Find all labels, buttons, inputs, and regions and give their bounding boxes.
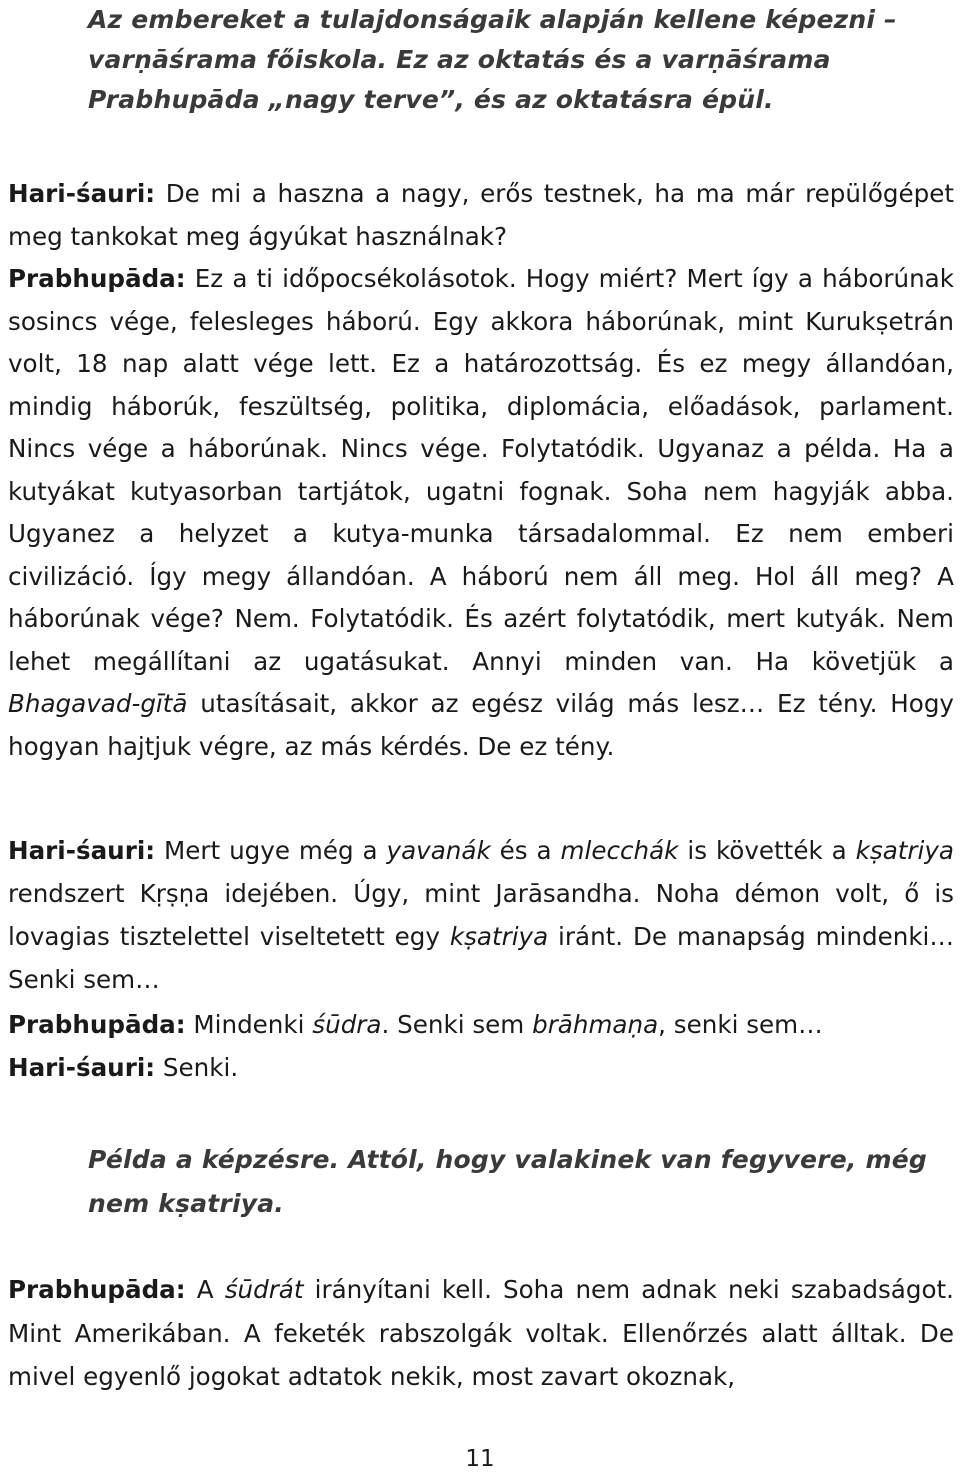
paragraph-text: irányítani kell. Soha nem adnak neki szabadságot. Mint Amerikában. A feketék rabszolgák voltak. Ellenőrzés alatt álltak. De mivel egyenlő jogokat adtatok nekik, most zavart okoznak, xyxy=(8,1275,954,1391)
speaker-label: Prabhupāda: xyxy=(8,1010,186,1039)
dialogue-paragraph-4 xyxy=(8,1004,954,1047)
speaker-label: Prabhupāda: xyxy=(8,1275,186,1304)
dialogue-paragraph-1 xyxy=(8,173,954,258)
paragraph-text: . Senki sem xyxy=(381,1010,533,1039)
book-title: Bhagavad-gītā xyxy=(8,689,188,718)
section-heading-top: Az embereket a tulajdonságaik alapján kellene képezni – varṇāśrama főiskola. Ez az oktatás és a varṇāśrama Prabhupāda „nagy terve”, és az oktatásra épül. xyxy=(88,5,897,114)
section-heading-mid: Példa a képzésre. Attól, hogy valakinek van fegyvere, még nem kṣatriya. xyxy=(88,1145,927,1218)
italic-term: yavanák xyxy=(386,836,491,865)
dialogue-paragraph-2 xyxy=(8,258,954,768)
paragraph-text: , senki sem… xyxy=(658,1010,823,1039)
speaker-label: Hari-śauri: xyxy=(8,179,156,208)
dialogue-paragraph-3 xyxy=(8,830,954,1002)
speaker-label: Hari-śauri: xyxy=(8,836,156,865)
paragraph-text: Mindenki xyxy=(185,1010,313,1039)
speaker-label: Hari-śauri: xyxy=(8,1053,156,1082)
dialogue-paragraph-6 xyxy=(8,1268,954,1399)
italic-term: kṣatriya xyxy=(449,921,549,951)
paragraph-text: Senki. xyxy=(155,1053,239,1082)
paragraph-text: rendszert Kṛṣṇa idejében. Úgy, mint Jarāsandha. Noha démon volt, ő is lovagias tisztelettel viseltetett egy xyxy=(8,878,954,951)
page-number: 11 xyxy=(465,1446,495,1472)
italic-term: śūdrát xyxy=(224,1275,304,1304)
italic-term: brāhmaṇa xyxy=(532,1010,659,1039)
paragraph-text: és a xyxy=(490,836,561,865)
italic-term: kṣatriya xyxy=(855,836,954,865)
paragraph-text: utasításait, akkor az egész világ más lesz… Ez tény. Hogy hogyan hajtjuk végre, az más kérdés. De ez tény. xyxy=(8,689,954,761)
dialogue-paragraph-5 xyxy=(8,1047,954,1090)
paragraph-text: is követték a xyxy=(678,836,856,865)
paragraph-text: Ez a ti időpocsékolásotok. Hogy miért? Mert így a háborúnak sosincs vége, felesleges háború. Egy akkora háborúnak, mint Kurukṣetrán volt, 18 nap alatt vége lett. Ez a határozottság. És ez megy állandóan, mindig háborúk, feszültség, politika, diplomácia, előadások, parlament. Nincs vége a háborúnak. Nincs vége. Folytatódik. Ugyanaz a példa. Ha a kutyákat kutyasorban tartjátok, ugatni fognak. Soha nem hagyják abba. Ugyanez a helyzet a kutya-munka társadalommal. Ez nem emberi civilizáció. Így megy állandóan. A háború nem áll meg. Hol áll meg? A háborúnak vége? Nem. Folytatódik. És azért folytatódik, mert kutyák. Nem lehet megállítani az ugatásukat. Annyi minden van. Ha követjük a xyxy=(8,264,954,676)
paragraph-text: Mert ugye még a xyxy=(155,836,387,865)
italic-term: śūdra xyxy=(312,1010,382,1039)
speaker-label: Prabhupāda: xyxy=(8,264,186,293)
paragraph-text: A xyxy=(185,1275,225,1304)
paragraph-text: De mi a haszna a nagy, erős testnek, ha ma már repülőgépet meg tankokat meg ágyúkat használnak? xyxy=(8,179,954,251)
italic-term: mlecchák xyxy=(560,836,679,865)
paragraph-text: iránt. De manapság mindenki… Senki sem… xyxy=(8,921,954,994)
